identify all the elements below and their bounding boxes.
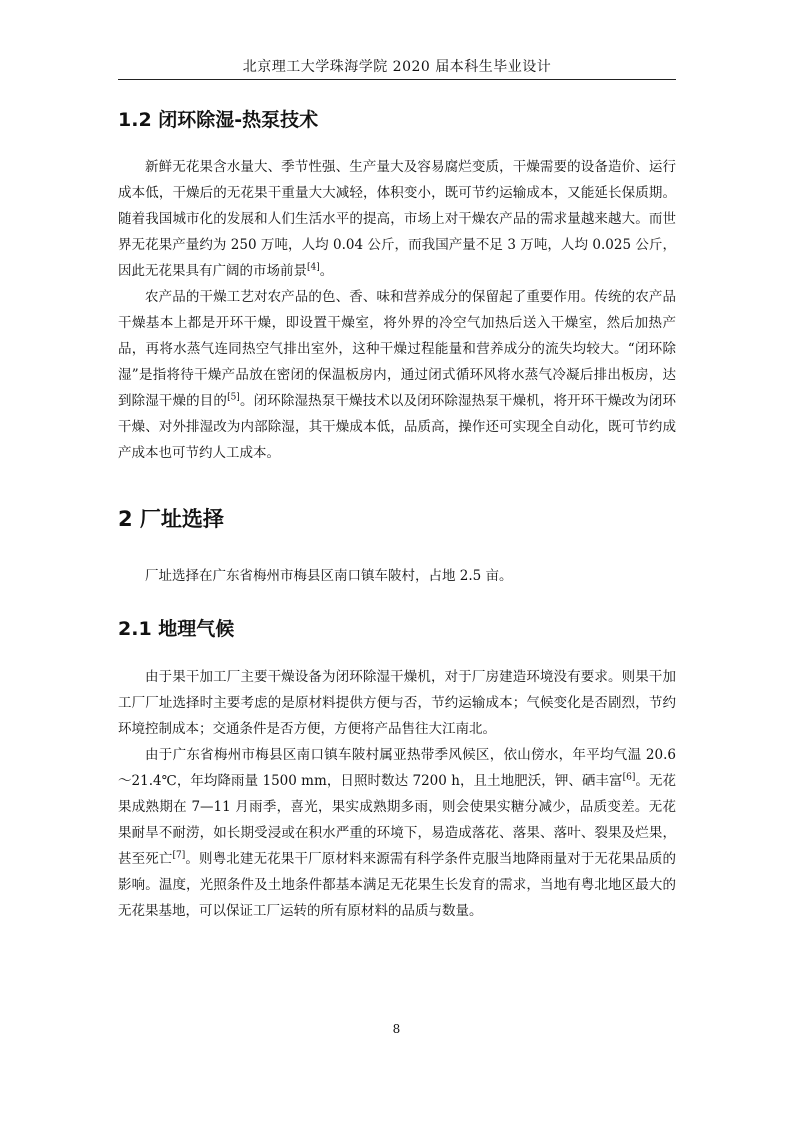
paragraph	[118, 742, 676, 924]
paragraph	[118, 284, 676, 466]
citation-ref: [7]	[172, 850, 186, 861]
header-rule	[118, 79, 676, 80]
citation-ref: [6]	[622, 772, 636, 783]
text-run: 。无花果成熟期在 7—11 月雨季，喜光，果实成熟期多雨，则会使果实糖分减少，品质变差。无花果耐旱不耐涝，如长期受浸或在积水严重的环境下，易造成落花、落果、落叶、裂果及烂果，甚至死亡	[118, 773, 677, 867]
text-run: 农产品的干燥工艺对农产品的色、香、味和营养成分的保留起了重要作用。传统的农产品干燥基本上都是开环干燥，即设置干燥室，将外界的冷空气加热后送入干燥室，然后加热产品，再将水蒸气连同热空气排出室外，这种干燥过程能量和营养成分的流失均较大。“闭环除湿”是指将待干燥产品放在密闭的保温板房内，通过闭式循环风将水蒸气冷凝后排出板房，达到除湿干燥的目的	[118, 289, 676, 409]
text-run: 。则粤北建无花果干厂原材料来源需有科学条件克服当地降雨量对于无花果品质的影响。温度，光照条件及土地条件都基本满足无花果生长发育的需求，当地有粤北地区最大的无花果基地，可以保证工厂运转的所有原材料的品质与数量。	[118, 851, 677, 919]
section-heading-2-1: 2.1 地理气候	[118, 618, 235, 640]
page-header: 北京理工大学珠海学院 2020 届本科生毕业设计	[242, 59, 552, 75]
paragraph	[118, 664, 676, 742]
page-number: 8	[392, 1022, 401, 1036]
paragraph	[118, 154, 676, 284]
citation-ref: [5]	[227, 392, 240, 403]
section-heading-1-2: 1.2 闭环除湿-热泵技术	[118, 109, 319, 131]
text-run: 新鲜无花果含水量大、季节性强、生产量大及容易腐烂变质，干燥需要的设备造价、运行成本低，干燥后的无花果干重量大大减轻，体积变小，既可节约运输成本，又能延长保质期。随着我国城市化的发展和人们生活水平的提高，市场上对干燥农产品的需求量越来越大。而世界无花果产量约为 250 万吨，人均 0.04 公斤，而我国产量不足 3 万吨，人均 0.025 公斤，因此无花果具有广阔的市场前景	[118, 159, 676, 279]
text-run: 由于广东省梅州市梅县区南口镇车陂村属亚热带季风候区，依山傍水，年平均气温 20.6～21.4℃，年均降雨量 1500 mm，日照时数达 7200 h，且土地肥沃，钾、硒丰富	[118, 747, 676, 789]
text-run: 由于果干加工厂主要干燥设备为闭环除湿干燥机，对于厂房建造环境没有要求。则果干加工厂厂址选择时主要考虑的是原材料提供方便与否，节约运输成本；气候变化是否剧烈，节约环境控制成本；交通条件是否方便，方便将产品售往大江南北。	[118, 669, 676, 737]
text-run: 。	[319, 263, 334, 279]
section-heading-2: 2 厂址选择	[118, 507, 224, 531]
paragraph	[118, 563, 676, 589]
citation-ref: [4]	[307, 262, 320, 273]
text-run: 。闭环除湿热泵干燥技术以及闭环除湿热泵干燥机，将开环干燥改为闭环干燥、对外排湿改为内部除湿，其干燥成本低，品质高，操作还可实现全自动化，既可节约成产成本也可节约人工成本。	[118, 393, 677, 461]
text-run: 厂址选择在广东省梅州市梅县区南口镇车陂村，占地 2.5 亩。	[145, 568, 513, 584]
